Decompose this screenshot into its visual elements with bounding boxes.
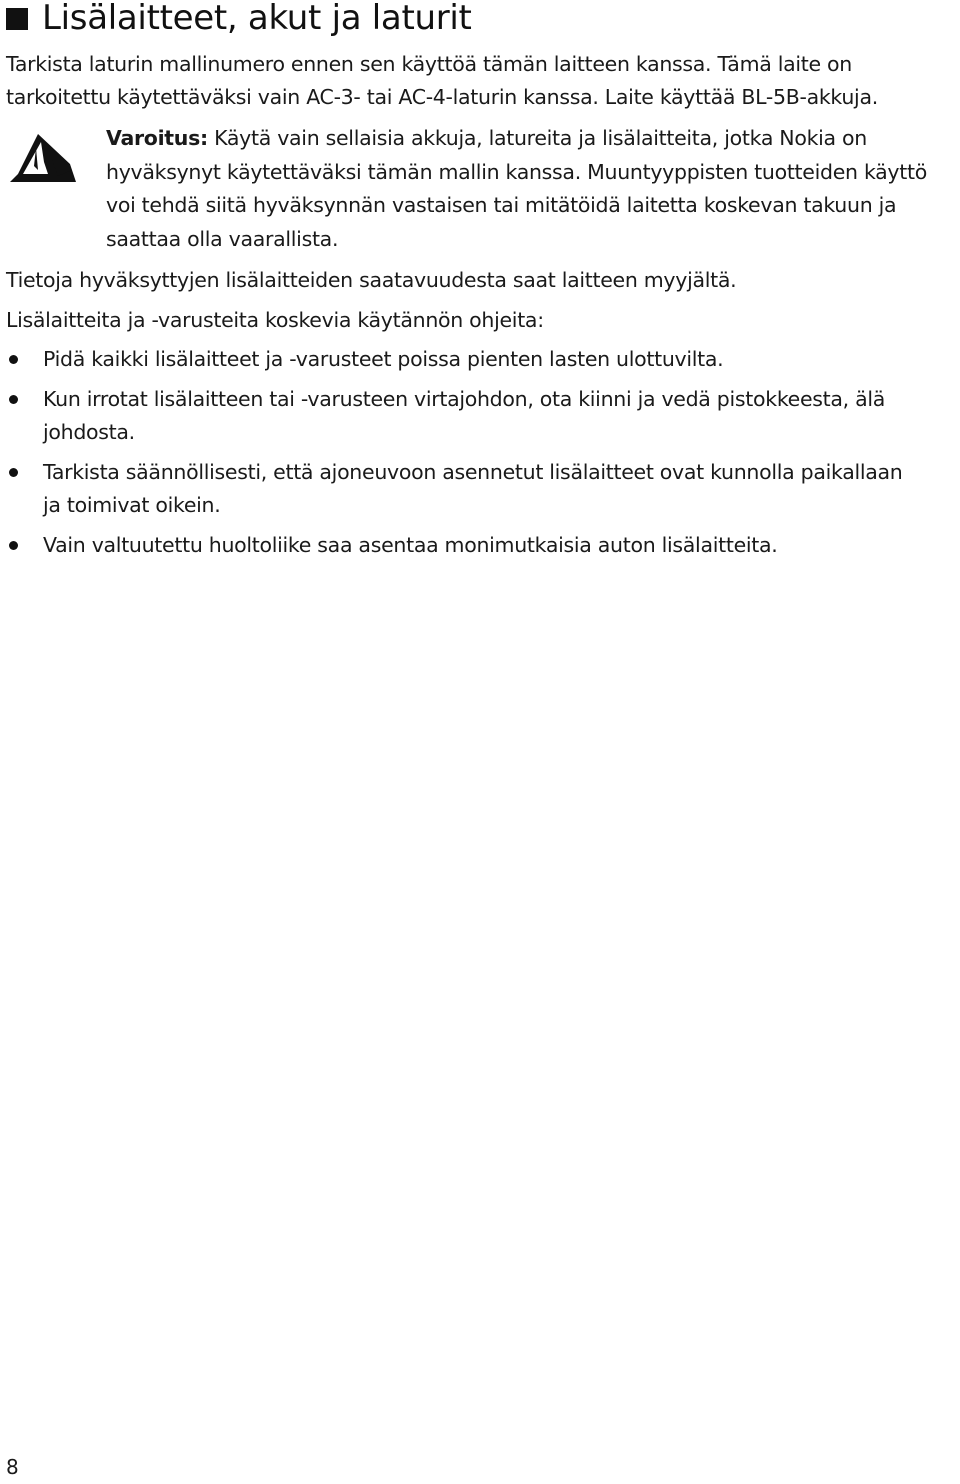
list-item [0, 529, 960, 563]
list-item [0, 343, 960, 377]
tips-intro-text: Lisälaitteita ja -varusteita koskevia käytännön ohjeita: [6, 308, 544, 332]
list-item-line: Pidä kaikki lisälaitteet ja -varusteet poissa pienten lasten ulottuvilta. [43, 347, 724, 371]
heading-bullet-square [6, 8, 28, 30]
warning-triangle-icon [8, 130, 78, 188]
bullet-icon [9, 468, 18, 477]
list-item-line: johdosta. [43, 420, 135, 444]
section-title: Lisälaitteet, akut ja laturit [42, 0, 472, 38]
page-number: 8 [6, 1455, 19, 1479]
intro-line: tarkoitettu käytettäväksi vain AC-3- tai AC-4-laturin kanssa. Laite käyttää BL-5B-akkuja. [6, 85, 878, 109]
list-item-line: Tarkista säännöllisesti, että ajoneuvoon asennetut lisälaitteet ovat kunnolla paikallaan [43, 459, 903, 484]
warning-line-text: Käytä vain sellaisia akkuja, latureita ja lisälaitteita, jotka Nokia on [207, 126, 867, 150]
list-item [0, 383, 960, 450]
bullet-icon [9, 395, 18, 404]
tips-intro-paragraph [6, 304, 956, 337]
list-item-line: ja toimivat oikein. [43, 493, 221, 517]
warning-line: hyväksynyt käytettäväksi tämän mallin kanssa. Muuntyyppisten tuotteiden käyttö [106, 159, 927, 184]
list-item-line: Vain valtuutettu huoltoliike saa asentaa monimutkaisia auton lisälaitteita. [43, 532, 778, 557]
bullet-icon [9, 355, 18, 364]
list-item-line: Kun irrotat lisälaitteen tai -varusteen virtajohdon, ota kiinni ja vedä pistokkeesta, älä [43, 386, 886, 411]
bullet-icon [9, 541, 18, 550]
list-item [0, 456, 960, 523]
section-heading [6, 0, 472, 40]
warning-line: voi tehdä siitä hyväksynnän vastaisen tai mitätöidä laitetta koskevan takuun ja [106, 193, 897, 217]
warning-text [106, 122, 927, 256]
availability-paragraph [6, 264, 956, 297]
warning-label: Varoitus: [106, 126, 208, 150]
warning-line: saattaa olla vaarallista. [106, 226, 339, 251]
intro-paragraph [6, 48, 956, 114]
warning-line [106, 122, 927, 156]
intro-line: Tarkista laturin mallinumero ennen sen käyttöä tämän laitteen kanssa. Tämä laite on [6, 52, 852, 76]
tips-list [0, 343, 960, 568]
availability-text: Tietoja hyväksyttyjen lisälaitteiden saatavuudesta saat laitteen myyjältä. [6, 268, 737, 292]
